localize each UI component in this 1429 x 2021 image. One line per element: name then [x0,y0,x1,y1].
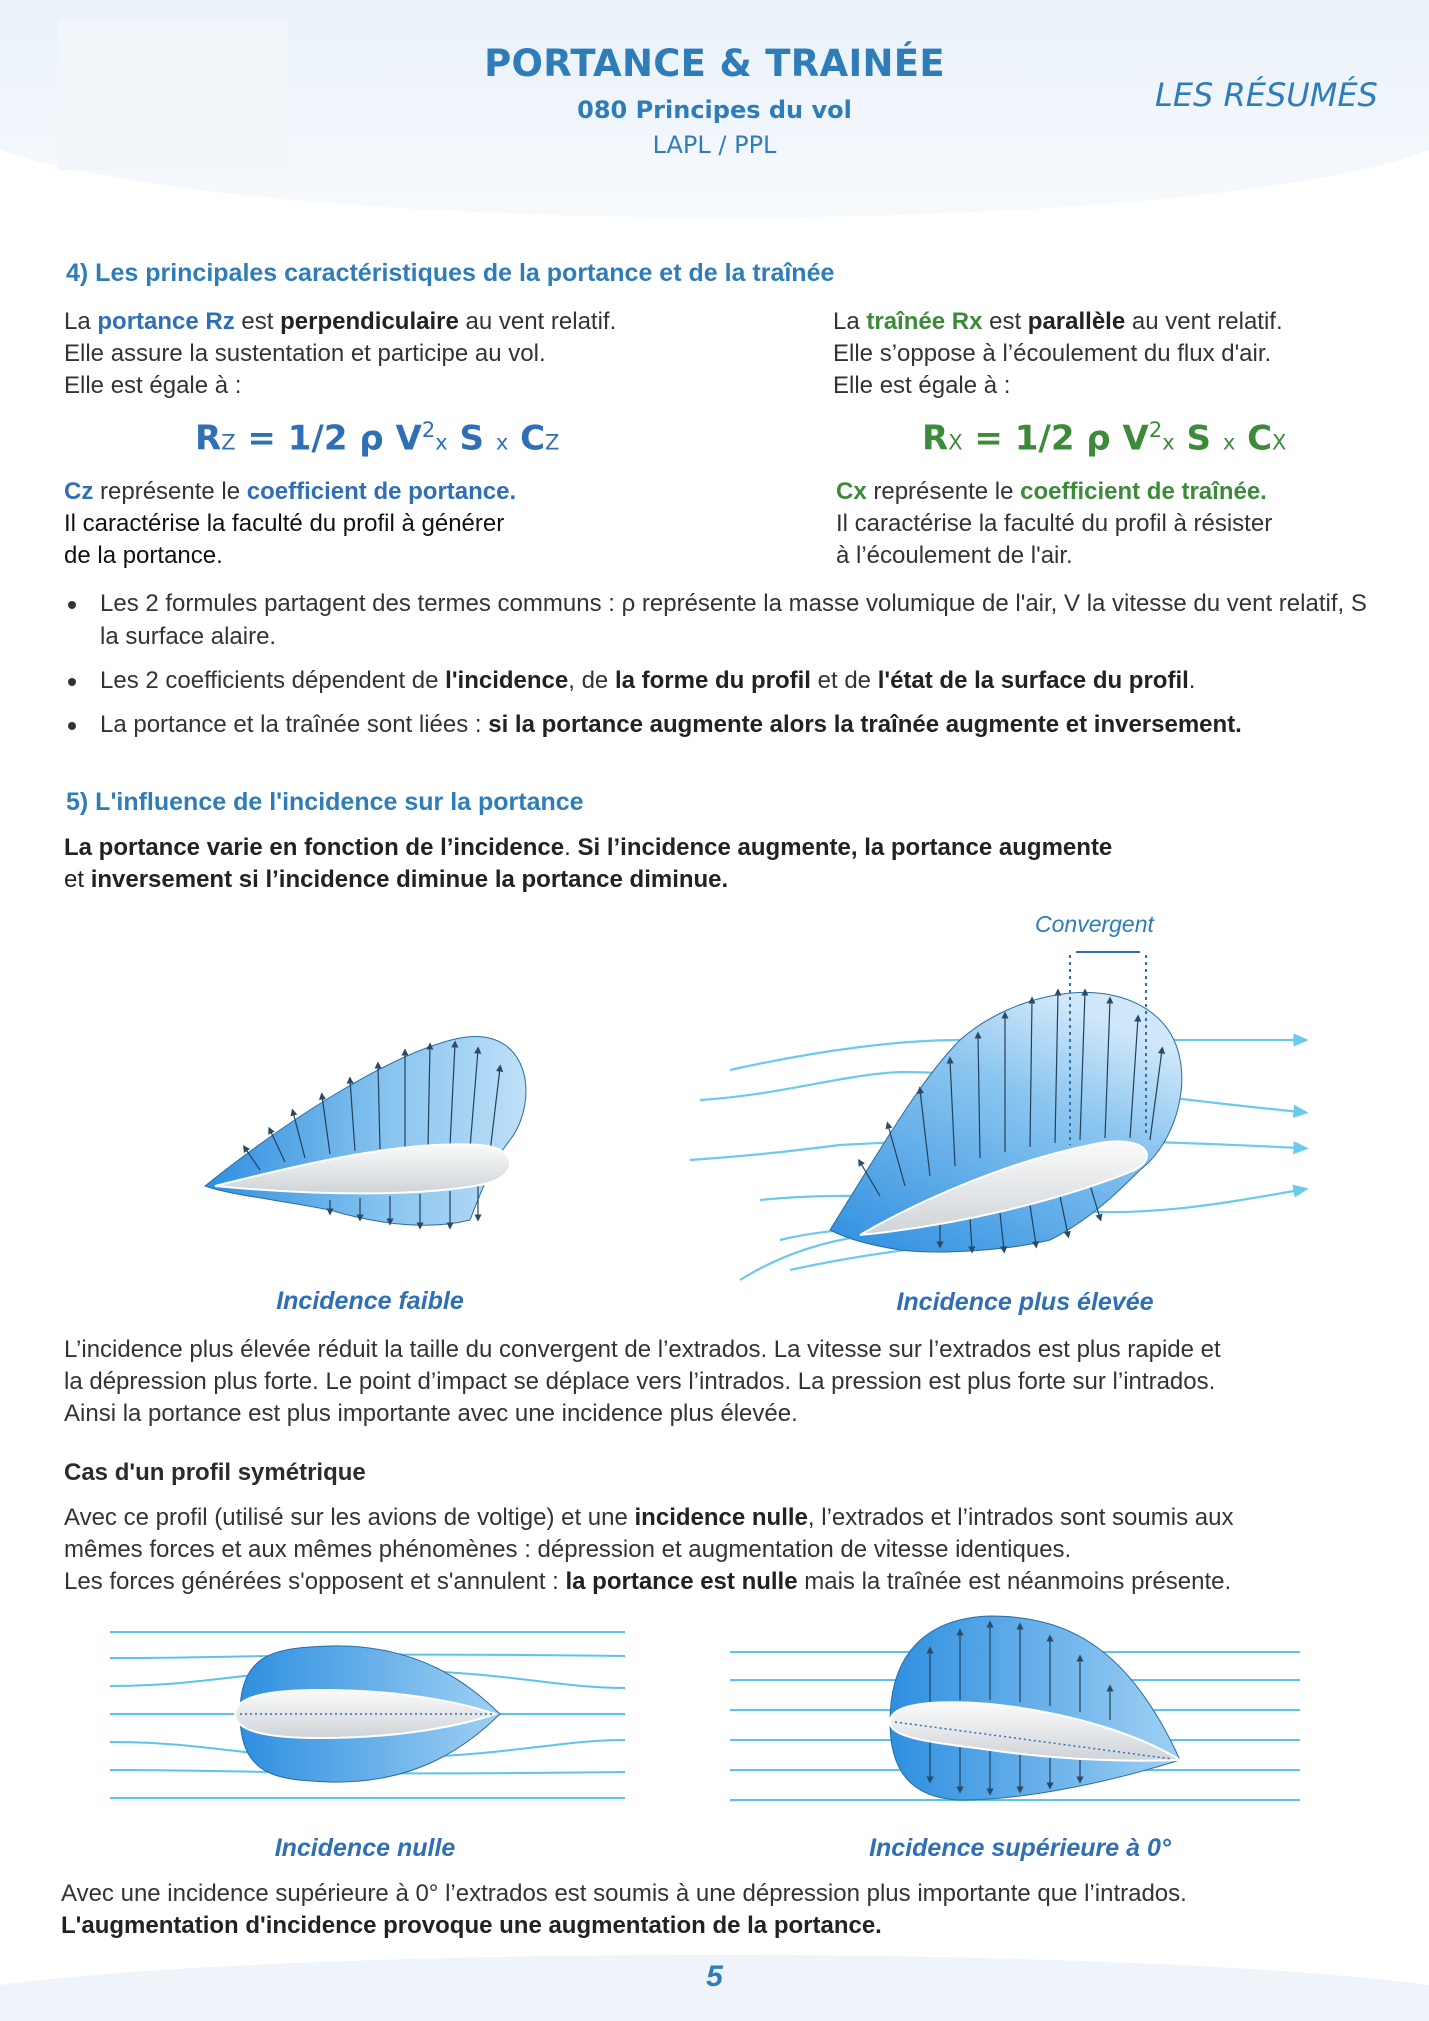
text: l'incidence [445,667,569,694]
drag-coefficient-term: coefficient de traînée. [1020,478,1267,505]
section-5-intro [64,832,1384,896]
high-incidence-diagram [690,952,1300,1280]
f: X [1272,430,1287,455]
incidence-diagrams [0,900,1429,1300]
text: Il caractérise la faculté du profil à résister [836,510,1273,537]
text: . [1188,667,1196,694]
list-item [64,664,1374,697]
text: la forme du profil [614,667,811,694]
text: et de [810,667,878,694]
f: R [922,418,949,459]
perpendicular-term: perpendiculaire [280,308,459,335]
text: est [982,308,1028,335]
drag-formula [922,418,1286,458]
text: La portance et la traînée sont liées : [100,711,489,738]
text: mêmes forces et aux mêmes phénomènes : dépression et augmentation de vitesse identiques. [64,1536,1072,1563]
f: = 1/2 ρ V [235,418,422,459]
text: L’incidence plus élevée réduit la taille du convergent de l’extrados. La vitesse sur l’extrados est plus rapide et [64,1336,1221,1363]
section-5-heading: 5) L'influence de l'incidence sur la portance [66,788,584,816]
text: . [564,834,578,861]
text: Il caractérise la faculté du profil à générer [64,510,505,537]
text: L'augmentation d'incidence provoque une augmentation de la portance. [61,1912,882,1939]
convergent-label: Convergent [1035,911,1154,937]
list-item [64,587,1374,653]
list-item [64,708,1374,741]
f: Z [221,430,236,455]
cx-term: Cx [836,478,867,505]
drag-coefficient-text [836,476,1396,572]
conclusion-text [61,1878,1391,1942]
license-level: LAPL / PPL [652,131,777,159]
symmetric-profile-heading: Cas d'un profil symétrique [64,1459,366,1486]
bullet-icon [68,722,76,730]
incidence-explanation [64,1334,1384,1430]
lift-role: Elle assure la sustentation et participe au vol. [64,340,546,367]
parallel-term: parallèle [1027,308,1126,335]
f: S [459,418,484,459]
drag-description [833,306,1393,402]
text: Ainsi la portance est plus importante avec une incidence plus élevée. [64,1400,798,1427]
text: La [64,308,98,335]
brand-label: LES RÉSUMÉS [1155,76,1378,114]
caption-high-incidence: Incidence plus élevée [896,1288,1154,1316]
low-incidence-diagram [205,1037,526,1226]
f: x [435,430,448,455]
text: la portance est nulle [565,1568,798,1595]
text: si la portance augmente alors la traînée augmente et inversement. [488,711,1242,738]
f: S [1186,418,1211,459]
text: Si l’incidence augmente, la portance augmente [577,834,1113,861]
page-number: 5 [706,1960,723,1993]
caption-zero-incidence: Incidence nulle [274,1834,456,1862]
f: = 1/2 ρ V [962,418,1149,459]
lift-term: portance Rz [97,308,235,335]
bullet-icon [68,678,76,686]
f: 2 [421,418,436,442]
caption-positive-incidence: Incidence supérieure à 0° [869,1834,1171,1862]
f: x [495,430,509,455]
text: Les forces générées s'opposent et s'annulent : [64,1568,566,1595]
page-subtitle: 080 Principes du vol [577,96,852,124]
lift-equals: Elle est égale à : [64,372,242,399]
symmetric-diagrams [0,1610,1429,1830]
f: x [1222,430,1236,455]
f: 2 [1148,418,1163,442]
cz-term: Cz [64,478,94,505]
bullet-icon [68,601,76,609]
text: la dépression plus forte. Le point d’impact se déplace vers l’intrados. La pression est plus forte sur l’intrados. [64,1368,1216,1395]
text: , de [568,667,615,694]
text: représente le [93,478,247,505]
caption-low-incidence: Incidence faible [276,1287,464,1315]
common-terms-list [64,587,1374,752]
lift-coefficient-term: coefficient de portance. [246,478,517,505]
f: X [948,430,963,455]
text: de la portance. [64,542,223,569]
lift-coefficient-text [64,476,784,572]
text: Les 2 coefficients dépendent de [100,667,446,694]
lift-formula [195,418,559,458]
text: au vent relatif. [1125,308,1283,335]
drag-term: traînée Rx [866,308,983,335]
zero-incidence-diagram [110,1632,625,1798]
text: et [64,866,91,893]
text: représente le [866,478,1021,505]
section-4-heading: 4) Les principales caractéristiques de la portance et de la traînée [66,259,835,287]
text: inversement si l’incidence diminue la portance diminue. [90,866,729,893]
text: Avec ce profil (utilisé sur les avions de voltige) et une [64,1504,635,1531]
f: Z [545,430,560,455]
positive-incidence-diagram [730,1616,1300,1800]
f: x [1162,430,1175,455]
f: R [195,418,222,459]
drag-role: Elle s’oppose à l’écoulement du flux d'air. [833,340,1272,367]
text: au vent relatif. [458,308,617,335]
text: est [234,308,281,335]
text: Les 2 formules partagent des termes communs : ρ représente la masse volumique de l'air, V la vitesse du vent relatif, S la surface alaire. [100,590,1367,650]
page-title: PORTANCE & TRAINÉE [484,42,945,85]
text: Avec une incidence supérieure à 0° l’extrados est soumis à une dépression plus importante que l’intrados. [61,1880,1187,1907]
text: La portance varie en fonction de l’incidence [64,834,565,861]
text: l'état de la surface du profil [877,667,1189,694]
text: mais la traînée est néanmoins présente. [797,1568,1232,1595]
pressure-envelope [830,992,1182,1252]
f: C [520,418,546,459]
drag-equals: Elle est égale à : [833,372,1011,399]
text: incidence nulle [634,1504,808,1531]
symmetric-profile-text [64,1502,1394,1598]
text: La [833,308,867,335]
text: , l’extrados et l’intrados sont soumis aux [807,1504,1234,1531]
text: à l’écoulement de l'air. [836,542,1073,569]
lift-description [64,306,784,402]
f: C [1247,418,1273,459]
